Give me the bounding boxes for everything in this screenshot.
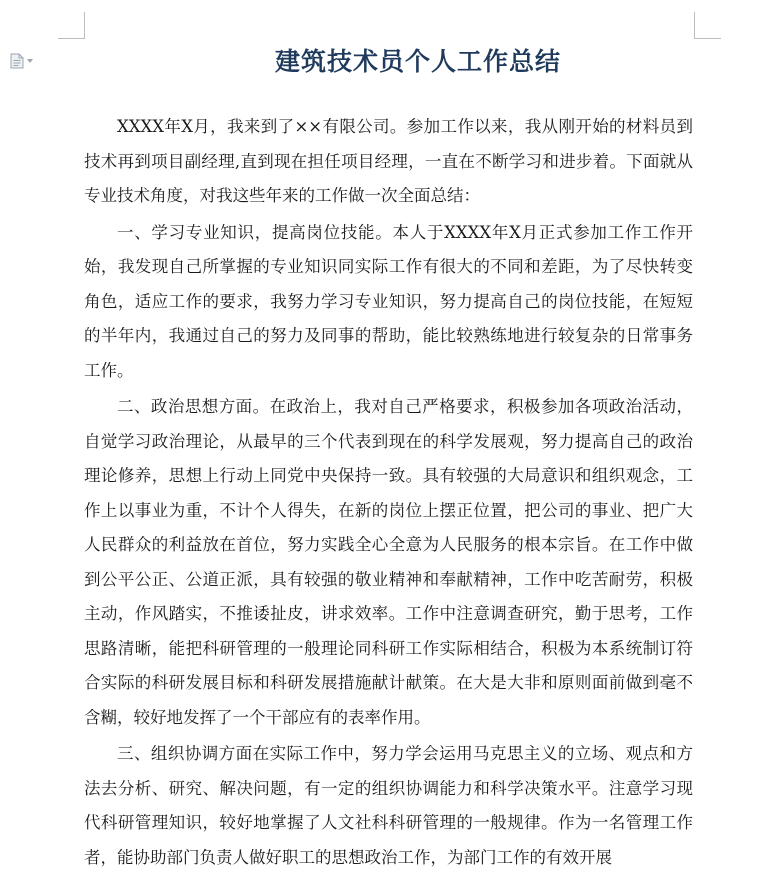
crop-mark-top-right <box>694 12 721 39</box>
document-body <box>84 110 693 877</box>
document-title: 建筑技术员个人工作总结 <box>274 47 561 76</box>
document-menu-button[interactable] <box>10 52 40 70</box>
chevron-down-icon <box>27 59 33 63</box>
paragraph-section-3: 三、组织协调方面在实际工作中，努力学会运用马克思主义的立场、观点和方法去分析、研究、解决问题，有一定的组织协调能力和科学决策水平。注意学习现代科研管理知识，较好地掌握了人文社科科研管理的一般规律。作为一名管理工作者，能协助部门负责人做好职工的思想政治工作，为部门工作的有效开展 <box>84 744 693 867</box>
paragraph-section-2: 二、政治思想方面。在政治上，我对自己严格要求，积极参加各项政治活动，自觉学习政治理论，从最早的三个代表到现在的科学发展观，努力提高自己的政治理论修养，思想上行动上同党中央保持一致。具有较强的大局意识和组织观念，工作上以事业为重，不计个人得失，在新的岗位上摆正位置，把公司的事业、把广大人民群众的利益放在首位，努力实践全心全意为人民服务的根本宗旨。在工作中做到公平公正、公道正派，具有较强的敬业精神和奉献精神，工作中吃苦耐劳，积极主动，作风踏实，不推诿扯皮，讲求效率。工作中注意调查研究，勤于思考，工作思路清晰，能把科研管理的一般理论同科研工作实际相结合，积极为本系统制订符合实际的科研发展目标和科研发展措施献计献策。在大是大非和原则面前做到毫不含糊，较好地发挥了一个干部应有的表率作用。 <box>84 397 693 727</box>
document-icon <box>10 53 24 69</box>
crop-mark-top-left <box>58 12 85 39</box>
paragraph-intro: XXXX年X月，我来到了××有限公司。参加工作以来，我从刚开始的材料员到技术再到项目副经理,直到现在担任项目经理，一直在不断学习和进步着。下面就从专业技术角度，对我这些年来的工作做一次全面总结： <box>84 117 693 205</box>
paragraph-section-1: 一、学习专业知识，提高岗位技能。本人于XXXX年X月正式参加工作工作开始，我发现自己所掌握的专业知识同实际工作有很大的不同和差距，为了尽快转变角色，适应工作的要求，我努力学习专业知识，努力提高自己的岗位技能，在短短的半年内，我通过自己的努力及同事的帮助，能比较熟练地进行较复杂的日常事务工作。 <box>84 222 693 380</box>
